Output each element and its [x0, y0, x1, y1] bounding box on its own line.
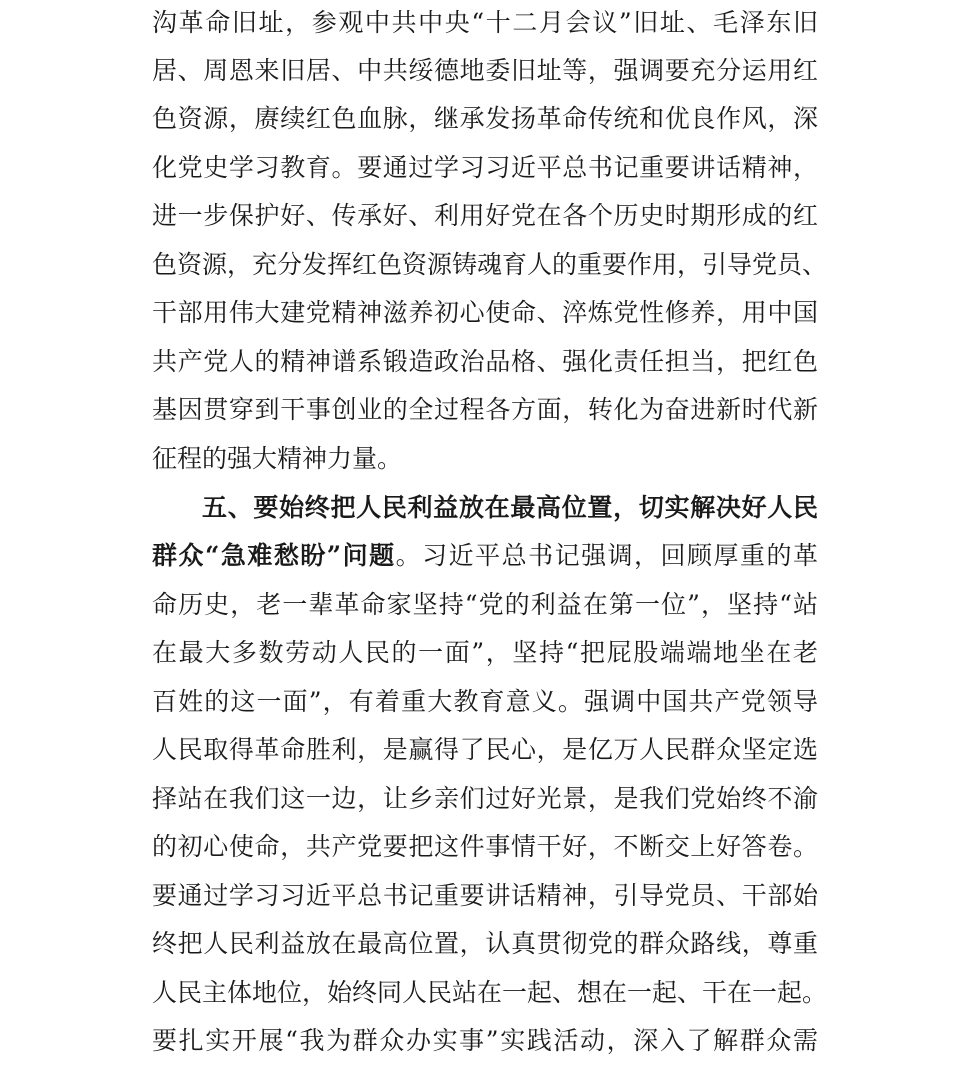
p2-line-2-text: 。习近平总书记强调，回顾厚重的革: [395, 541, 818, 570]
p2-line-5: 百姓的这一面”，有着重大教育意义。强调中国共产党领导: [152, 687, 818, 716]
p2-line-10: 终把人民利益放在最高位置，认真贯彻党的群众路线，尊重: [152, 929, 818, 958]
p1-line-5: 进一步保护好、传承好、利用好党在各个历史时期形成的红: [152, 201, 818, 230]
p2-line-11: 人民主体地位，始终同人民站在一起、想在一起、干在一起。: [152, 978, 828, 1007]
p2-line-4: 在最大多数劳动人民的一面”，坚持“把屁股端端地坐在老: [152, 638, 818, 667]
p2-line-2: [152, 530, 818, 581]
section-heading-cont: 群众“急难愁盼”问题: [152, 541, 396, 570]
p1-line-6: 色资源，充分发挥红色资源铸魂育人的重要作用，引导党员、: [152, 250, 828, 279]
p1-line-7: 干部用伟大建党精神滋养初心使命、淬炼党性修养，用中国: [152, 298, 818, 327]
p2-line-3: 命历史，老一辈革命家坚持“党的利益在第一位”，坚持“站: [152, 590, 818, 619]
p2-line-8: 的初心使命，共产党要把这件事情干好，不断交上好答卷。: [152, 832, 818, 861]
p1-line-9: 基因贯穿到干事创业的全过程各方面，转化为奋进新时代新: [152, 395, 818, 424]
p1-line-1: 沟革命旧址，参观中共中央“十二月会议”旧址、毛泽东旧: [152, 8, 818, 37]
p1-line-4: 化党史学习教育。要通过学习习近平总书记重要讲话精神，: [152, 153, 818, 182]
p1-line-3: 色资源，赓续红色血脉，继承发扬革命传统和优良作风，深: [152, 104, 818, 133]
p2-line-6: 人民取得革命胜利，是赢得了民心，是亿万人民群众坚定选: [152, 735, 818, 764]
p1-line-8: 共产党人的精神谱系锻造政治品格、强化责任担当，把红色: [152, 347, 818, 376]
p2-line-9: 要通过学习习近平总书记重要讲话精神，引导党员、干部始: [152, 881, 818, 910]
p2-line-12: 要扎实开展“我为群众办实事”实践活动，深入了解群众需: [152, 1026, 818, 1055]
p1-line-2: 居、周恩来旧居、中共绥德地委旧址等，强调要充分运用红: [152, 56, 818, 85]
p1-line-10: 征程的强大精神力量。: [152, 444, 403, 473]
p2-line-7: 择站在我们这一边，让乡亲们过好光景，是我们党始终不渝: [152, 784, 818, 813]
section-heading: 五、要始终把人民利益放在最高位置，切实解决好人民: [202, 493, 818, 522]
